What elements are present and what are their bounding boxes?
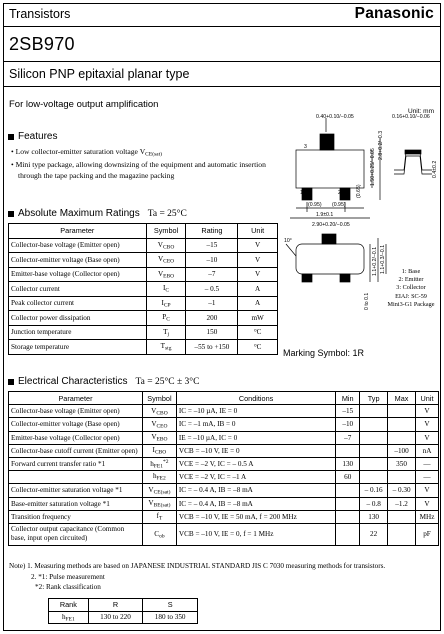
elec-header-cell: Unit: [416, 392, 439, 405]
rating-cell: –10: [186, 253, 238, 268]
parameter-cell: Collector-base voltage (Emitter open): [9, 405, 143, 418]
abs-max-table: [8, 223, 278, 355]
unit-cell: A: [238, 296, 278, 311]
min-cell: [336, 444, 360, 457]
abs-max-row: [9, 325, 278, 340]
abs-max-row: [9, 267, 278, 282]
parameter-cell: Forward current transfer ratio *1: [9, 457, 143, 470]
min-cell: [336, 523, 360, 545]
elec-row: [9, 444, 439, 457]
dim-standoff-1: 1.1+0.2/−0.1: [372, 246, 378, 276]
abs-max-header-cell: Parameter: [9, 224, 147, 239]
dim-body-length: 2.90+0.20/−0.05: [312, 222, 350, 228]
symbol-cell: $V_{CBO}$: [142, 405, 176, 418]
max-cell: – 0.30: [388, 484, 416, 497]
symbol-cell: $I_{CBO}$: [142, 444, 176, 457]
unit-cell: MHz: [416, 510, 439, 523]
elec-row: [9, 405, 439, 418]
min-cell: [336, 510, 360, 523]
abs-max-heading: [8, 208, 187, 219]
feature-item: • Low collector-emitter saturation voltage $V_{CE(sat)}$: [11, 147, 162, 158]
pin-1-label: 1: Base: [401, 268, 421, 275]
dim-height: 2.8+0.2/−0.3: [378, 130, 384, 160]
pin-2-label: 2: Emitter: [398, 276, 424, 284]
unit-cell: —: [416, 457, 439, 470]
parameter-cell: Collector-emitter voltage (Base open): [9, 418, 143, 431]
marking-symbol: Marking Symbol: 1R: [283, 348, 365, 358]
rating-cell: –55 to +150: [186, 340, 238, 355]
elec-header-cell: Max: [388, 392, 416, 405]
pin-label-2: 2: [338, 190, 341, 196]
elec-row: [9, 471, 439, 484]
elec-row: [9, 523, 439, 545]
parameter-cell: Emitter-base voltage (Collector open): [9, 431, 143, 444]
symbol-cell: $T_{stg}$: [146, 340, 186, 355]
elec-heading: [8, 376, 199, 387]
conditions-cell: VCB = –10 V, IE = 0, f = 1 MHz: [176, 523, 335, 545]
parameter-cell: Collector output capacitance (Common base, input open circuited): [9, 523, 143, 545]
max-cell: [388, 471, 416, 484]
dim-pitch-1: (0.95): [308, 202, 322, 208]
parameter-cell: Collector-base cutoff current (Emitter open): [9, 444, 143, 457]
description: Silicon PNP epitaxial planar type: [9, 67, 190, 81]
conditions-cell: VCB = –10 V, IE = 0: [176, 444, 335, 457]
min-cell: –15: [336, 405, 360, 418]
parameter-cell: Junction temperature: [9, 325, 147, 340]
note-2: 2. *1: Pulse measurement: [31, 572, 105, 581]
parameter-cell: Emitter-base voltage (Collector open): [9, 267, 147, 282]
unit-label: Unit: mm: [408, 108, 434, 115]
min-cell: –7: [336, 431, 360, 444]
dim-lead-width: 0.40+0.10/−0.05: [316, 114, 354, 120]
abs-max-row: [9, 282, 278, 297]
rank-table: [48, 598, 198, 624]
symbol-cell: $V_{EBO}$: [142, 431, 176, 444]
parameter-cell: Peak collector current: [9, 296, 147, 311]
elec-row: [9, 510, 439, 523]
unit-cell: V: [416, 418, 439, 431]
min-cell: 60: [336, 471, 360, 484]
max-cell: [388, 510, 416, 523]
conditions-cell: VCB = –10 V, IE = 50 mA, f = 200 MHz: [176, 510, 335, 523]
parameter-cell: Base-emitter saturation voltage *1: [9, 497, 143, 510]
electrical-table: [8, 391, 439, 546]
abs-max-header-cell: Unit: [238, 224, 278, 239]
symbol-cell: $V_{CEO}$: [142, 418, 176, 431]
package-name: Mini3-G1 Package: [387, 300, 435, 308]
features-title: Features: [18, 131, 58, 142]
conditions-cell: IC = – 0.4 A, IB = –8 mA: [176, 484, 335, 497]
elec-condition: Ta = 25°C ± 3°C: [135, 376, 200, 387]
dim-gap: 0 to 0.1: [364, 292, 370, 310]
conditions-cell: VCE = –2 V, IC = – 0.5 A: [176, 457, 335, 470]
unit-cell: —: [416, 471, 439, 484]
abs-max-title: Absolute Maximum Ratings: [18, 208, 140, 219]
bullet-square-icon: [8, 211, 14, 217]
parameter-cell: Collector-base voltage (Emitter open): [9, 238, 147, 253]
abs-max-condition: Ta = 25°C: [147, 208, 187, 219]
unit-cell: mW: [238, 311, 278, 326]
application-text: For low-voltage output amplification: [9, 99, 159, 110]
bullet-square-icon: [8, 134, 14, 140]
max-cell: [388, 431, 416, 444]
conditions-cell: IE = –10 µA, IC = 0: [176, 431, 335, 444]
feature-item: • Mini type package, allowing downsizing of the equipment and automatic insertion through the tape packing and the magazine packing: [11, 160, 266, 180]
min-cell: [336, 497, 360, 510]
abs-max-row: [9, 238, 278, 253]
elec-header-cell: Conditions: [176, 392, 335, 405]
unit-cell: V: [416, 484, 439, 497]
conditions-cell: IC = – 0.4 A, IB = –8 mA: [176, 497, 335, 510]
unit-cell: V: [416, 405, 439, 418]
feature-text: Mini type package, allowing downsizing of the equipment and automatic insertion through the tape packing and the magazine packing: [15, 160, 266, 180]
symbol-cell: $f_T$: [142, 510, 176, 523]
max-cell: [388, 418, 416, 431]
features-heading: [8, 131, 57, 142]
features-list: [10, 147, 278, 181]
elec-title: Electrical Characteristics: [18, 376, 128, 387]
rank-header-cell: R: [88, 599, 143, 612]
dim-lead-span: 1.9±0.1: [316, 212, 334, 218]
typ-cell: [360, 405, 388, 418]
typ-cell: [360, 418, 388, 431]
part-number: 2SB970: [9, 34, 75, 54]
unit-cell: V: [238, 253, 278, 268]
unit-cell: V: [416, 497, 439, 510]
symbol-cell: $V_{CEO}$: [146, 253, 186, 268]
abs-max-header-cell: Rating: [186, 224, 238, 239]
max-cell: –100: [388, 444, 416, 457]
eiaj-label: EIAJ: SC-59: [395, 292, 427, 300]
rating-cell: –15: [186, 238, 238, 253]
rank-symbol-cell: $h_{FE1}$: [49, 611, 89, 624]
rank-s-cell: 180 to 350: [143, 611, 198, 624]
elec-header-cell: Typ: [360, 392, 388, 405]
elec-header-cell: Symbol: [142, 392, 176, 405]
conditions-cell: IC = –1 mA, IB = 0: [176, 418, 335, 431]
elec-row: [9, 418, 439, 431]
datasheet-page: [3, 3, 441, 631]
dim-lead-length: (0.65): [356, 184, 362, 198]
max-cell: [388, 405, 416, 418]
dim-pitch-2: (0.95): [332, 202, 346, 208]
header-rule: [4, 26, 440, 27]
min-cell: 130: [336, 457, 360, 470]
elec-row: [9, 457, 439, 470]
elec-row: [9, 484, 439, 497]
elec-row: [9, 431, 439, 444]
parameter-cell: Collector-emitter voltage (Base open): [9, 253, 147, 268]
feature-text: Low collector-emitter saturation voltage: [15, 147, 140, 156]
max-cell: –1.2: [388, 497, 416, 510]
min-cell: [336, 484, 360, 497]
symbol-cell: $I_C$: [146, 282, 186, 297]
typ-cell: [360, 457, 388, 470]
pin-label-1: 1: [300, 190, 303, 196]
abs-max-row: [9, 296, 278, 311]
max-cell: [388, 523, 416, 545]
abs-max-row: [9, 253, 278, 268]
unit-cell: V: [238, 267, 278, 282]
unit-cell: nA: [416, 444, 439, 457]
typ-cell: [360, 431, 388, 444]
conditions-cell: IC = –10 µA, IE = 0: [176, 405, 335, 418]
symbol-cell: $V_{CBO}$: [146, 238, 186, 253]
parameter-cell: Collector current: [9, 282, 147, 297]
rating-cell: – 0.5: [186, 282, 238, 297]
rank-header-cell: S: [143, 599, 198, 612]
rating-cell: –7: [186, 267, 238, 282]
parameter-cell: [9, 471, 143, 484]
typ-cell: – 0.16: [360, 484, 388, 497]
parameter-cell: Transition frequency: [9, 510, 143, 523]
parameter-cell: Collector-emitter saturation voltage *1: [9, 484, 143, 497]
title-rule: [4, 61, 440, 62]
note-3: *2: Rank classification: [35, 583, 101, 591]
symbol-cell: $V_{CE(sat)}$: [142, 484, 176, 497]
abs-max-row: [9, 311, 278, 326]
typ-cell: 22: [360, 523, 388, 545]
unit-cell: V: [238, 238, 278, 253]
typ-cell: 130: [360, 510, 388, 523]
dim-body-width: 1.50+0.25/−0.05: [370, 148, 376, 186]
parameter-cell: Collector power dissipation: [9, 311, 147, 326]
symbol-cell: $V_{EBO}$: [146, 267, 186, 282]
min-cell: –10: [336, 418, 360, 431]
symbol-cell: $h_{FE2}$: [142, 471, 176, 484]
dim-lead-thickness: 0.16+0.10/−0.06: [392, 114, 430, 120]
unit-cell: °C: [238, 340, 278, 355]
typ-cell: [360, 471, 388, 484]
typ-cell: – 0.8: [360, 497, 388, 510]
package-outline-drawing: [282, 98, 440, 356]
rating-cell: –1: [186, 296, 238, 311]
dim-angle: 10°: [284, 238, 292, 244]
feature-vce-label: $V_{CE(sat)}$: [139, 147, 162, 158]
category-label: Transistors: [9, 7, 71, 21]
note-1: Note) 1. Measuring methods are based on JAPANESE INDUSTRIAL STANDARD JIS C 7030 measuring methods for transistors.: [9, 562, 386, 570]
abs-max-row: [9, 340, 278, 355]
abs-max-header-cell: Symbol: [146, 224, 186, 239]
description-rule: [4, 86, 440, 87]
unit-cell: pF: [416, 523, 439, 545]
symbol-cell: $h_{FE1}^{*2}$: [142, 457, 176, 470]
symbol-cell: $V_{BE(sat)}$: [142, 497, 176, 510]
max-cell: 350: [388, 457, 416, 470]
elec-header-cell: Min: [336, 392, 360, 405]
symbol-cell: $T_j$: [146, 325, 186, 340]
elec-header-cell: Parameter: [9, 392, 143, 405]
parameter-cell: Storage temperature: [9, 340, 147, 355]
rank-r-cell: 130 to 220: [88, 611, 143, 624]
unit-cell: A: [238, 282, 278, 297]
notes: [9, 561, 439, 593]
rank-row: [49, 611, 198, 624]
unit-cell: °C: [238, 325, 278, 340]
conditions-cell: VCE = –2 V, IC = –1 A: [176, 471, 335, 484]
rating-cell: 200: [186, 311, 238, 326]
rating-cell: 150: [186, 325, 238, 340]
elec-row: [9, 497, 439, 510]
symbol-cell: $P_C$: [146, 311, 186, 326]
rank-header-cell: Rank: [49, 599, 89, 612]
typ-cell: [360, 444, 388, 457]
pin-label-3: 3: [304, 144, 307, 150]
bullet-square-icon: [8, 379, 14, 385]
dim-side-thickness: 0.4±0.2: [432, 160, 438, 178]
symbol-cell: $C_{ob}$: [142, 523, 176, 545]
package-info: [376, 268, 441, 309]
pin-3-label: 3: Collector: [396, 284, 426, 292]
unit-cell: V: [416, 431, 439, 444]
dim-standoff-2: 1.1+0.3/−0.1: [380, 244, 386, 274]
brand-logo: Panasonic: [354, 5, 434, 22]
symbol-cell: $I_{CP}$: [146, 296, 186, 311]
